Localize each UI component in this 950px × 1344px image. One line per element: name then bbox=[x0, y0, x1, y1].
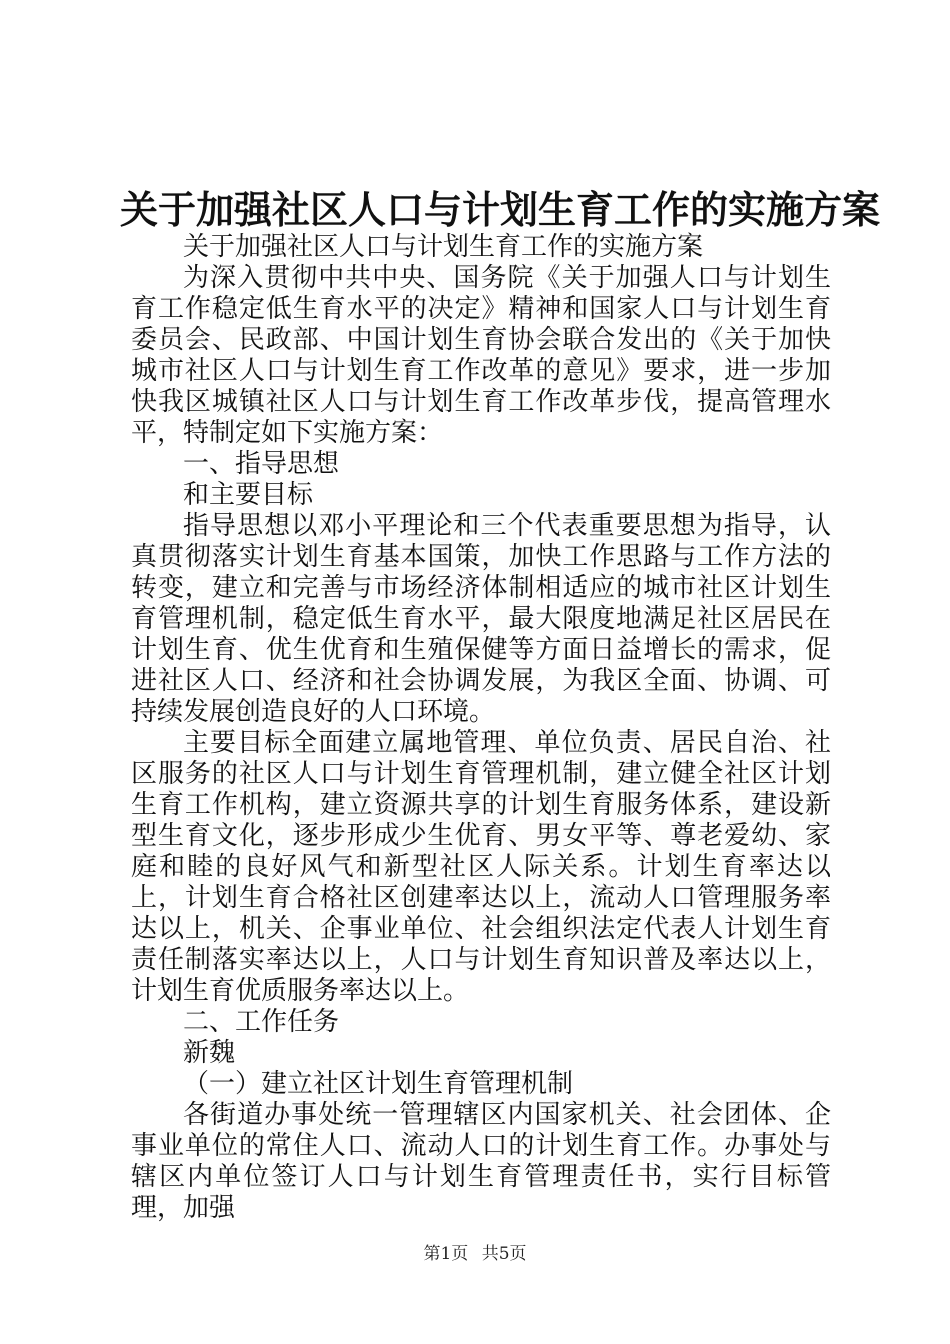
section-heading-main-goals: 和主要目标 bbox=[183, 480, 314, 510]
subsection-heading-management-mechanism: （一）建立社区计划生育管理机制 bbox=[183, 1069, 574, 1099]
guiding-ideology-paragraph: 指导思想以邓小平理论和三个代表重要思想为指导，认真贯彻落实计划生育基本国策，加快工作思路与工作方法的转变，建立和完善与市场经济体制相适应的城市社区计划生育管理机制，稳定低生育水平，最大限度地满足社区居民在计划生育、优生优育和生殖保健等方面日益增长的需求，促进社区人口、经济和社会协调发展，为我区全面、协调、可持续发展创造良好的人口环境。 bbox=[131, 511, 831, 727]
main-goals-paragraph: 主要目标全面建立属地管理、单位负责、居民自治、社区服务的社区人口与计划生育管理机制，建立健全社区计划生育工作机构，建立资源共享的计划生育服务体系，建设新型生育文化，逐步形成少生优育、男女平等、尊老爱幼、家庭和睦的良好风气和新型社区人际关系。计划生育率达以上，计划生育合格社区创建率达以上，流动人口管理服务率达以上，机关、企事业单位、社会组织法定代表人计划生育责任制落实率达以上，人口与计划生育知识普及率达以上，计划生育优质服务率达以上。 bbox=[131, 728, 831, 1006]
intro-paragraph: 为深入贯彻中共中央、国务院《关于加强人口与计划生育工作稳定低生育水平的决定》精神和国家人口与计划生育委员会、民政部、中国计划生育协会联合发出的《关于加快城市社区人口与计划生育工作改革的意见》要求，进一步加快我区城镇社区人口与计划生育工作改革步伐，提高管理水平，特制定如下实施方案： bbox=[131, 263, 831, 448]
management-mechanism-paragraph: 各街道办事处统一管理辖区内国家机关、社会团体、企事业单位的常住人口、流动人口的计划生育工作。办事处与辖区内单位签订人口与计划生育管理责任书，实行目标管理，加强 bbox=[131, 1100, 831, 1223]
subtitle-paragraph: 关于加强社区人口与计划生育工作的实施方案 bbox=[183, 232, 704, 262]
page-footer bbox=[0, 1243, 950, 1265]
section-heading-work-tasks: 二、工作任务 bbox=[183, 1007, 340, 1037]
section-heading-guiding-ideology: 一、指导思想 bbox=[183, 449, 340, 479]
document-title: 关于加强社区人口与计划生育工作的实施方案 bbox=[120, 187, 881, 232]
page-number: 第1页 bbox=[423, 1244, 469, 1264]
stray-text-line: 新魏 bbox=[183, 1038, 236, 1068]
document-body bbox=[131, 232, 831, 1224]
page-total: 共5页 bbox=[481, 1244, 527, 1264]
